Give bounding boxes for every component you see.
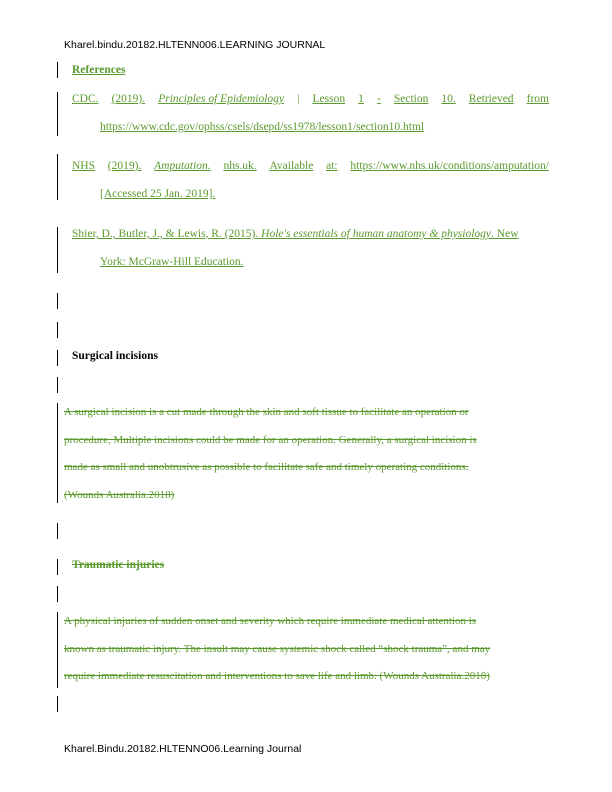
surgical-heading: Surgical incisions [72,350,158,362]
ref-text: from [526,93,549,105]
reference-item [72,220,549,276]
ref-text: Retrieved [468,93,514,105]
change-bar [57,154,58,200]
ref-text: (2019). [111,93,146,105]
paragraph-line-text: require immediate resuscitation and interventions to save life and limb. (Wounds Australia.2018) [64,670,490,682]
change-bar [57,227,58,273]
ref-text: [Accessed 25 Jan. 2019]. [100,188,216,200]
ref-url-link[interactable]: https://www.cdc.gov/ophss/csels/dsepd/ss1978/lesson1/section10.html [100,121,425,133]
paragraph-line-text: known as traumatic injury. The insult may cause systemic shock called “shock trauma”, and may [64,642,491,655]
ref-text: . New [491,228,519,240]
surgical-paragraph [64,399,549,509]
ref-text: - [376,93,381,105]
paragraph-line-text: made as small and unobtrusive as possible to facilitate safe and timely operating conditions. [64,461,469,473]
change-bar [57,92,58,136]
paragraph-line [64,427,549,455]
change-bar [57,377,58,393]
references-heading: References [72,64,126,76]
ref-text: CDC. [72,93,99,105]
ref-text: York: McGraw-Hill Education. [100,256,244,268]
paragraph-line [64,482,549,510]
ref-text: at: [326,160,338,172]
change-bar [57,350,58,366]
traumatic-heading: Traumatic injuries [72,559,165,571]
paragraph-line-text: A surgical incision is a cut made through the skin and soft tissue to facilitate an operation or [64,406,469,418]
change-bar [57,523,58,539]
paragraph-line-text: procedure, Multiple incisions could be made for an operation. Generally, a surgical incision is [64,433,477,446]
ref-title: Principles of Epidemiology [158,93,285,105]
paragraph-line [64,454,549,482]
ref-title: Hole's essentials of human anatomy & physiology [261,228,492,240]
ref-text: 10. [441,93,456,105]
ref-url-link[interactable]: https://www.nhs.uk/conditions/amputation/ [350,160,549,172]
ref-text: Available [269,160,314,172]
ref-text: (2019). [107,160,142,172]
reference-item [72,85,549,141]
page-footer: Kharel.Bindu.20182.HLTENNO06.Learning Journal [64,743,302,755]
change-bar [57,62,58,78]
paragraph-line [64,663,549,691]
reference-item [72,152,549,208]
change-bar [57,586,58,602]
change-bar [57,322,58,338]
paragraph-line-text: (Wounds Australia.2018) [64,488,175,501]
page-header: Kharel.bindu.20182.HLTENN006.LEARNING JOURNAL [64,39,326,51]
change-bar [57,559,58,575]
ref-title: Amputation. [154,160,211,172]
change-bar [57,696,58,712]
change-bar [57,293,58,309]
traumatic-paragraph [64,608,549,691]
paragraph-line-text: A physical injuries of sudden onset and severity which require immediate medical attention is [64,615,477,627]
ref-text: Section [393,93,429,105]
ref-text: 1 [358,93,364,105]
ref-text: NHS [72,160,96,172]
paragraph-line [64,399,549,427]
change-bar [57,612,58,688]
paragraph-line [64,636,549,664]
paragraph-line [64,608,549,636]
ref-text: Lesson [312,93,346,105]
ref-text: Shier, D., Butler, J., & Lewis, R. (2015). [72,228,259,240]
change-bar [57,403,58,503]
ref-text: | [297,93,300,105]
ref-text: nhs.uk. [223,160,257,172]
